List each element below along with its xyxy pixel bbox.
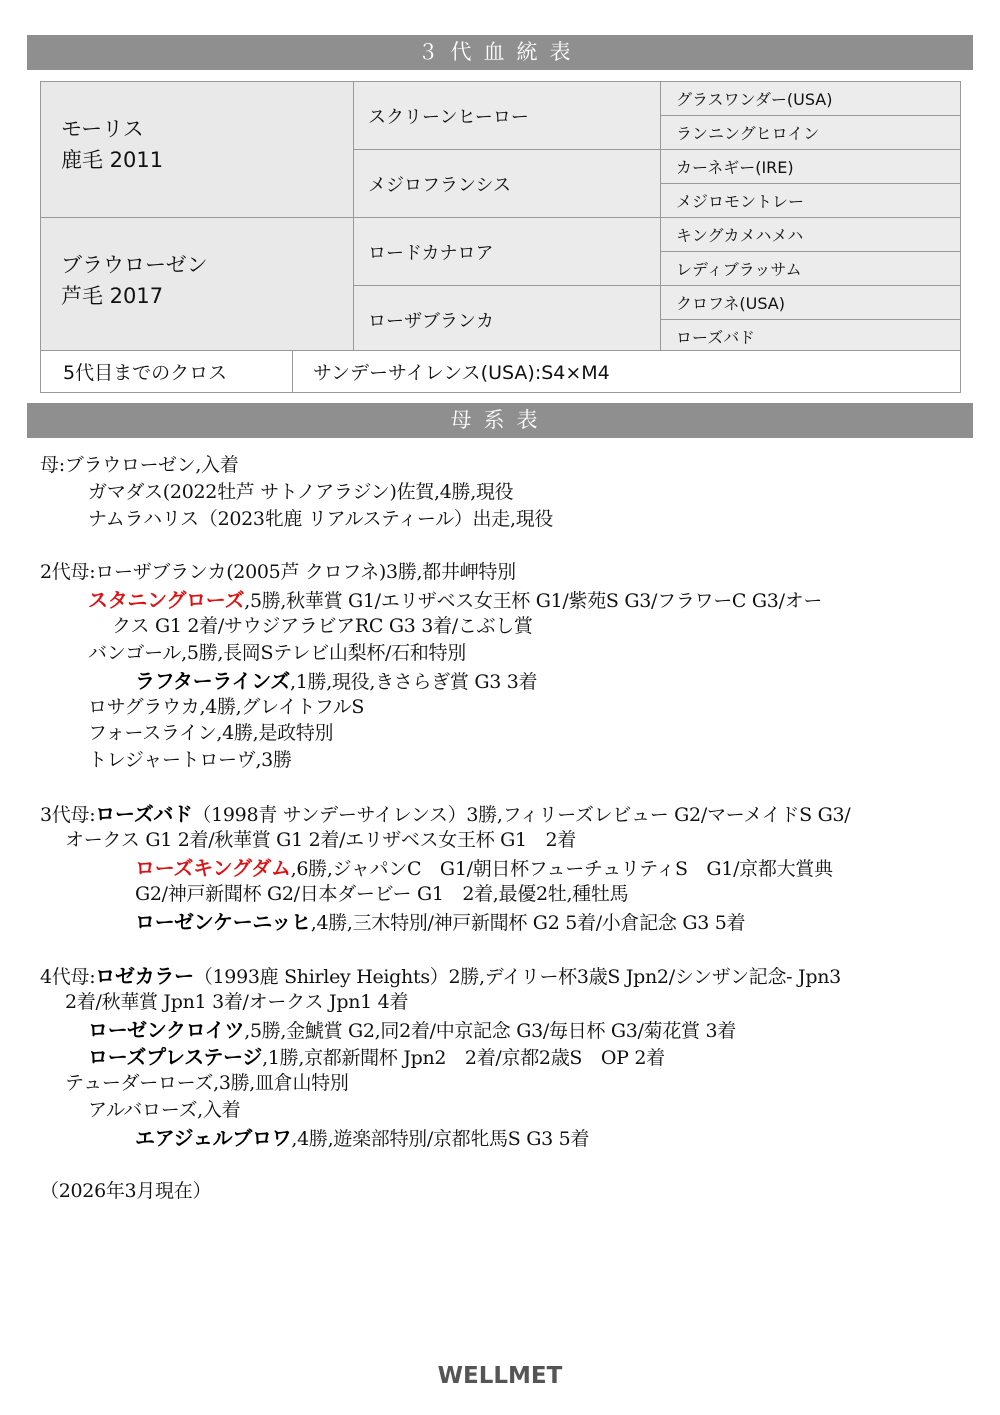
- dam-info: 芦毛 2017: [61, 283, 164, 308]
- dam-cell: [41, 218, 354, 354]
- family-line: [40, 450, 238, 477]
- dam-sire: ロードカナロア: [354, 218, 661, 286]
- pedigree-title: ３代血統表: [27, 35, 973, 70]
- record-text: テューダーローズ,3勝,皿倉山特別: [65, 1072, 349, 1094]
- stakes-horse-name: ロゼカラー: [95, 964, 194, 988]
- stakes-horse-name: ローゼンケーニッヒ: [135, 910, 311, 934]
- record-text: ,1勝,京都新聞杯 Jpn2 2着/京都2歳S OP 2着: [262, 1047, 665, 1069]
- dam-name: ブラウローゼン: [61, 252, 208, 277]
- family-line: [40, 798, 850, 827]
- record-text: ガマダス(2022牡芦 サトノアラジン)佐賀,4勝,現役: [88, 481, 514, 503]
- cross-label: 5代目までのクロス: [41, 351, 293, 393]
- family-line: [135, 665, 537, 694]
- family-line: [88, 692, 364, 719]
- record-text: ロサグラウカ,4勝,グレイトフルS: [88, 696, 365, 718]
- record-text: 2着/秋華賞 Jpn1 3着/オークス Jpn1 4着: [65, 991, 409, 1013]
- family-line: [112, 611, 533, 638]
- g3-ancestor: メジロモントレー: [661, 184, 961, 218]
- generation-label: 3代母:: [40, 804, 96, 826]
- stakes-horse-name: ローズプレステージ: [88, 1045, 263, 1069]
- family-line: [88, 1014, 736, 1043]
- g3-ancestor: クロフネ(USA): [661, 286, 961, 320]
- family-line: [40, 960, 841, 989]
- family-line: [40, 1176, 211, 1203]
- sire-name: モーリス: [61, 116, 144, 141]
- family-line: [88, 477, 513, 504]
- record-text: G2/神戸新聞杯 G2/日本ダービー G1 2着,最優2牡,種牡馬: [135, 883, 629, 905]
- stakes-horse-name: ローズバド: [95, 802, 193, 826]
- cross-value: サンデーサイレンス(USA):S4×M4: [293, 351, 961, 393]
- family-line: [135, 879, 628, 906]
- family-line: [65, 987, 408, 1014]
- dam-dam: ローザブランカ: [354, 286, 661, 354]
- g3-ancestor: カーネギー(IRE): [661, 150, 961, 184]
- family-line: [135, 1122, 589, 1151]
- record-text: ,5勝,金鯱賞 G2,同2着/中京記念 G3/毎日杯 G3/菊花賞 3着: [244, 1020, 736, 1042]
- record-text: 2代母:ローザブランカ(2005芦 クロフネ)3勝,都井岬特別: [40, 561, 516, 583]
- family-line: [40, 557, 516, 584]
- family-line: [135, 906, 745, 935]
- family-line: [88, 504, 553, 531]
- wellmet-logo: WELLMET: [437, 1363, 563, 1389]
- record-text: 母:ブラウローゼン,入着: [40, 454, 239, 476]
- record-text: ,1勝,現役,きさらぎ賞 G3 3着: [290, 671, 538, 693]
- record-text: （1993鹿 Shirley Heights）2勝,デイリー杯3歳S Jpn2/シンザン記念- Jpn3: [193, 966, 841, 988]
- stakes-horse-name: ローゼンクロイツ: [88, 1018, 245, 1042]
- g1-winner-name: スタニングローズ: [88, 588, 245, 612]
- family-line: [88, 1095, 240, 1122]
- generation-label: 4代母:: [40, 966, 96, 988]
- record-text: ,5勝,秋華賞 G1/エリザベス女王杯 G1/紫苑S G3/フラワーC G3/オー: [244, 590, 823, 612]
- pedigree-table: [40, 81, 961, 354]
- g3-ancestor: グラスワンダー(USA): [661, 82, 961, 116]
- record-text: バンゴール,5勝,長岡Sテレビ山梨杯/石和特別: [88, 642, 466, 664]
- record-text: トレジャートローヴ,3勝: [88, 749, 292, 771]
- g1-winner-name: ローズキングダム: [135, 856, 291, 880]
- g3-ancestor: レディブラッサム: [661, 252, 961, 286]
- record-text: ナムラハリス（2023牝鹿 リアルスティール）出走,現役: [88, 508, 554, 530]
- family-line: [88, 638, 466, 665]
- record-text: ,4勝,三木特別/神戸新聞杯 G2 5着/小倉記念 G3 5着: [310, 912, 746, 934]
- record-text: オークス G1 2着/秋華賞 G1 2着/エリザベス女王杯 G1 2着: [65, 829, 576, 851]
- sire-info: 鹿毛 2011: [61, 147, 164, 172]
- sire-dam: メジロフランシス: [354, 150, 661, 218]
- inbreeding-cross-row: [40, 350, 961, 393]
- g3-ancestor: キングカメハメハ: [661, 218, 961, 252]
- record-text: ,6勝,ジャパンC G1/朝日杯フューチュリティS G1/京都大賞典: [290, 858, 833, 880]
- family-line: [88, 584, 822, 613]
- family-line: [88, 718, 333, 745]
- stakes-horse-name: ラフターラインズ: [135, 669, 290, 693]
- family-title: 母系表: [27, 403, 973, 438]
- record-text: クス G1 2着/サウジアラビアRC G3 3着/こぶし賞: [112, 615, 533, 637]
- record-text: （2026年3月現在）: [40, 1180, 212, 1202]
- record-text: アルバローズ,入着: [88, 1099, 241, 1121]
- g3-ancestor: ランニングヒロイン: [661, 116, 961, 150]
- record-text: （1998青 サンデーサイレンス）3勝,フィリーズレビュー G2/マーメイドS G3/: [192, 804, 851, 826]
- family-line: [65, 1068, 349, 1095]
- stakes-horse-name: エアジェルブロワ: [135, 1126, 292, 1150]
- record-text: ,4勝,遊楽部特別/京都牝馬S G3 5着: [291, 1128, 590, 1150]
- g3-ancestor: ローズバド: [661, 320, 961, 354]
- family-line: [88, 745, 292, 772]
- family-line: [65, 825, 576, 852]
- sire-cell: [41, 82, 354, 218]
- family-line: [88, 1041, 665, 1070]
- sire-sire: スクリーンヒーロー: [354, 82, 661, 150]
- family-line: [135, 852, 833, 881]
- record-text: フォースライン,4勝,是政特別: [88, 722, 334, 744]
